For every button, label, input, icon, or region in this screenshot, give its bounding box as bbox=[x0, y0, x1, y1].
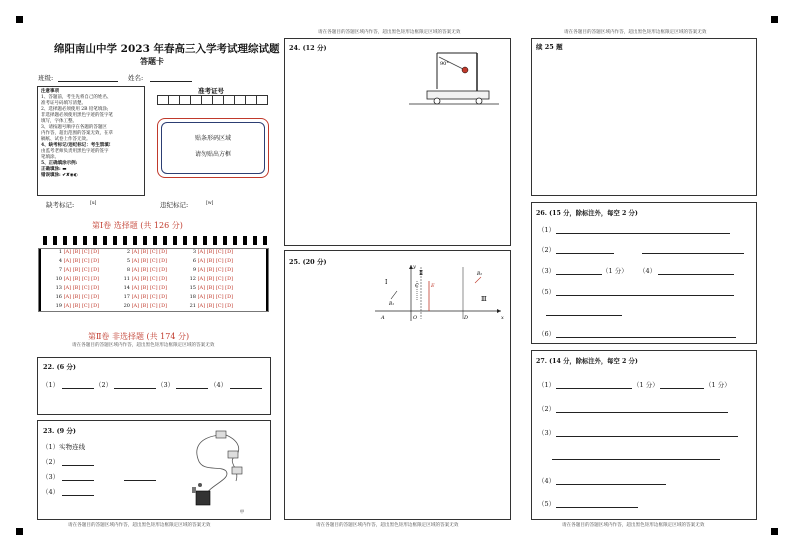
page-subtitle: 答题卡 bbox=[140, 56, 164, 66]
field-b1-label: B₁ bbox=[389, 302, 395, 307]
q27-item-label: （4） bbox=[538, 477, 556, 485]
notice-line: 错误填涂: ✔✘◉◐ bbox=[41, 173, 78, 178]
q27-answer[interactable] bbox=[556, 388, 632, 389]
q23-item-label: （3） bbox=[42, 473, 60, 481]
region-1-label: Ⅰ bbox=[385, 279, 388, 286]
q26-item-label: （1） bbox=[538, 226, 556, 234]
q26-answer[interactable] bbox=[556, 295, 734, 296]
q27-item-label: （5） bbox=[538, 500, 556, 508]
notice-line: 稿纸、试卷上作答无效。 bbox=[41, 137, 91, 142]
notice-line: 准考证号码填写清楚。 bbox=[41, 101, 86, 106]
q22-answer[interactable] bbox=[230, 388, 262, 389]
q23-box bbox=[37, 420, 271, 520]
q23-item-label: （4） bbox=[42, 488, 60, 496]
corner-mark bbox=[771, 528, 778, 535]
q24-title: 24. (12 分) bbox=[289, 44, 327, 52]
notice-line: 由监考老师负责用黑色字迹的签字 bbox=[41, 149, 109, 154]
notice-line: 正确填涂: ▬ bbox=[41, 167, 67, 172]
q25-cont-title: 续 25 题 bbox=[536, 43, 563, 51]
point-o-label: O bbox=[413, 315, 418, 321]
q27-note: （1 分） bbox=[705, 381, 731, 389]
corner-mark bbox=[16, 528, 23, 535]
q23-item-label: （2） bbox=[42, 458, 60, 466]
q26-answer[interactable] bbox=[556, 233, 730, 234]
q27-item-label: （1） bbox=[538, 381, 556, 389]
q26-box bbox=[531, 202, 757, 344]
q26-answer[interactable] bbox=[556, 253, 614, 254]
notice-line: 5、正确填涂示例: bbox=[41, 161, 78, 166]
q22-answer[interactable] bbox=[176, 388, 208, 389]
name-label: 姓名: bbox=[128, 74, 144, 82]
q26-answer[interactable] bbox=[556, 337, 736, 338]
notice-line: 笔填涂。 bbox=[41, 155, 59, 160]
q27-answer[interactable] bbox=[660, 388, 704, 389]
q27-note: （1 分） bbox=[633, 381, 659, 389]
violation-label: 违纪标记: bbox=[160, 201, 189, 209]
q25-diagram bbox=[371, 261, 507, 323]
notice-line: 3、请按题号顺序在各题的答题区 bbox=[41, 125, 107, 130]
q22-item-label: （4） bbox=[210, 381, 228, 389]
notice-line: 2、选择题必须使用 2B 铅笔填涂; bbox=[41, 107, 109, 112]
region-2-label: Ⅱ bbox=[419, 270, 424, 277]
exam-no-grid[interactable] bbox=[157, 95, 268, 105]
q23-item-label: （1）实物连线 bbox=[42, 443, 86, 451]
page-title: 绵阳南山中学 2023 年春高三入学考试理综试题 bbox=[54, 43, 280, 55]
q25-cont-box bbox=[531, 38, 757, 196]
class-field[interactable] bbox=[58, 81, 118, 82]
point-c-label: C bbox=[415, 283, 419, 289]
q27-title: 27. (14 分，除标注外，每空 2 分) bbox=[536, 358, 638, 365]
q26-title: 26. (15 分，除标注外，每空 2 分) bbox=[536, 210, 638, 217]
absent-label: 缺考标记: bbox=[46, 201, 75, 209]
q26-answer[interactable] bbox=[556, 274, 602, 275]
q27-item-label: （2） bbox=[538, 405, 556, 413]
axis-x-label: x bbox=[501, 315, 504, 321]
q27-answer[interactable] bbox=[556, 507, 638, 508]
region-3-label: Ⅲ bbox=[481, 296, 487, 303]
footer-warning: 请在各题目的答题区域内作答，超出黑色矩形边框限定区域的答案无效 bbox=[562, 523, 705, 528]
q24-diagram bbox=[403, 49, 503, 109]
field-e-label: E bbox=[431, 283, 435, 289]
q23-answer[interactable] bbox=[124, 480, 156, 481]
notice-line: 4、缺考标记/违纪标记：考生禁填! bbox=[41, 143, 111, 148]
q27-answer[interactable] bbox=[552, 459, 720, 460]
q23-answer[interactable] bbox=[62, 495, 94, 496]
absent-checkbox[interactable]: [u] bbox=[90, 201, 97, 206]
circuit-fig-label: 甲 bbox=[240, 509, 244, 514]
notice-line: 非选择题必须使用黑色字迹的签字笔 bbox=[41, 113, 113, 118]
notice-line: 内作答，超出范围的答案无效，在草 bbox=[41, 131, 113, 136]
name-field[interactable] bbox=[150, 81, 192, 82]
q22-item-label: （2） bbox=[95, 381, 113, 389]
field-b2-label: B₂ bbox=[477, 272, 483, 277]
q26-note: （1 分） bbox=[602, 267, 628, 275]
notice-line: 填写，字体工整。 bbox=[41, 119, 77, 124]
point-d-label: D bbox=[464, 315, 469, 321]
q27-answer[interactable] bbox=[556, 484, 666, 485]
angle-label: 90° bbox=[440, 61, 449, 67]
top-warning: 请在各题目的答题区域内作答，超出黑色矩形边框限定区域的答案无效 bbox=[564, 30, 707, 35]
corner-mark bbox=[771, 16, 778, 23]
barcode-line2: 请勿贴出方框 bbox=[194, 151, 231, 158]
q26-item-label: （3） bbox=[538, 267, 556, 275]
violation-checkbox[interactable]: [w] bbox=[206, 201, 214, 206]
notice-heading: 注意事项 bbox=[41, 89, 59, 94]
q22-item-label: （3） bbox=[157, 381, 175, 389]
q26-item-label: （6） bbox=[538, 330, 556, 338]
section2-title: 第Ⅱ卷 非选择题 (共 174 分) bbox=[88, 332, 190, 341]
notice-line: 1、答题前，考生先将自己的姓名、 bbox=[41, 95, 112, 100]
q26-item-label: （5） bbox=[538, 288, 556, 296]
q26-item-label: （2） bbox=[538, 246, 556, 254]
q25-box bbox=[284, 250, 511, 520]
barcode-line1: 贴条形码区域 bbox=[194, 135, 231, 142]
q27-answer[interactable] bbox=[556, 412, 728, 413]
q22-answer[interactable] bbox=[62, 388, 94, 389]
section2-warning: 请在各题目的答题区域内作答，超出黑色矩形边框限定区域的答案无效 bbox=[72, 343, 215, 348]
q22-answer[interactable] bbox=[114, 388, 156, 389]
corner-mark bbox=[16, 16, 23, 23]
q25-title: 25. (20 分) bbox=[289, 258, 327, 266]
q26-answer[interactable] bbox=[642, 253, 744, 254]
notice-box bbox=[37, 86, 145, 196]
q24-box bbox=[284, 38, 511, 246]
point-a-label: A bbox=[381, 315, 385, 321]
q22-item-label: （1） bbox=[42, 381, 60, 389]
axis-y-label: y bbox=[413, 264, 416, 270]
footer-warning: 请在各题目的答题区域内作答，超出黑色矩形边框限定区域的答案无效 bbox=[316, 523, 459, 528]
q26-item-label: （4） bbox=[639, 267, 657, 275]
q26-answer[interactable] bbox=[546, 315, 622, 316]
q27-answer[interactable] bbox=[556, 436, 738, 437]
circuit-diagram bbox=[180, 425, 260, 517]
notice-content bbox=[38, 87, 144, 181]
q27-box bbox=[531, 350, 757, 520]
barcode-area bbox=[157, 118, 269, 178]
class-label: 班级: bbox=[38, 74, 54, 82]
q27-item-label: （3） bbox=[538, 429, 556, 437]
q22-box bbox=[37, 357, 271, 415]
q22-title: 22. (6 分) bbox=[43, 363, 77, 371]
q23-title: 23. (9 分) bbox=[43, 427, 77, 435]
q26-answer[interactable] bbox=[658, 274, 734, 275]
section1-title: 第Ⅰ卷 选择题 (共 126 分) bbox=[92, 221, 183, 230]
top-warning: 请在各题目的答题区域内作答，超出黑色矩形边框限定区域的答案无效 bbox=[318, 30, 461, 35]
footer-warning: 请在各题目的答题区域内作答，超出黑色矩形边框限定区域的答案无效 bbox=[68, 523, 211, 528]
exam-no-label: 准考证号 bbox=[198, 87, 224, 95]
q23-answer[interactable] bbox=[62, 480, 94, 481]
q23-answer[interactable] bbox=[62, 465, 94, 466]
